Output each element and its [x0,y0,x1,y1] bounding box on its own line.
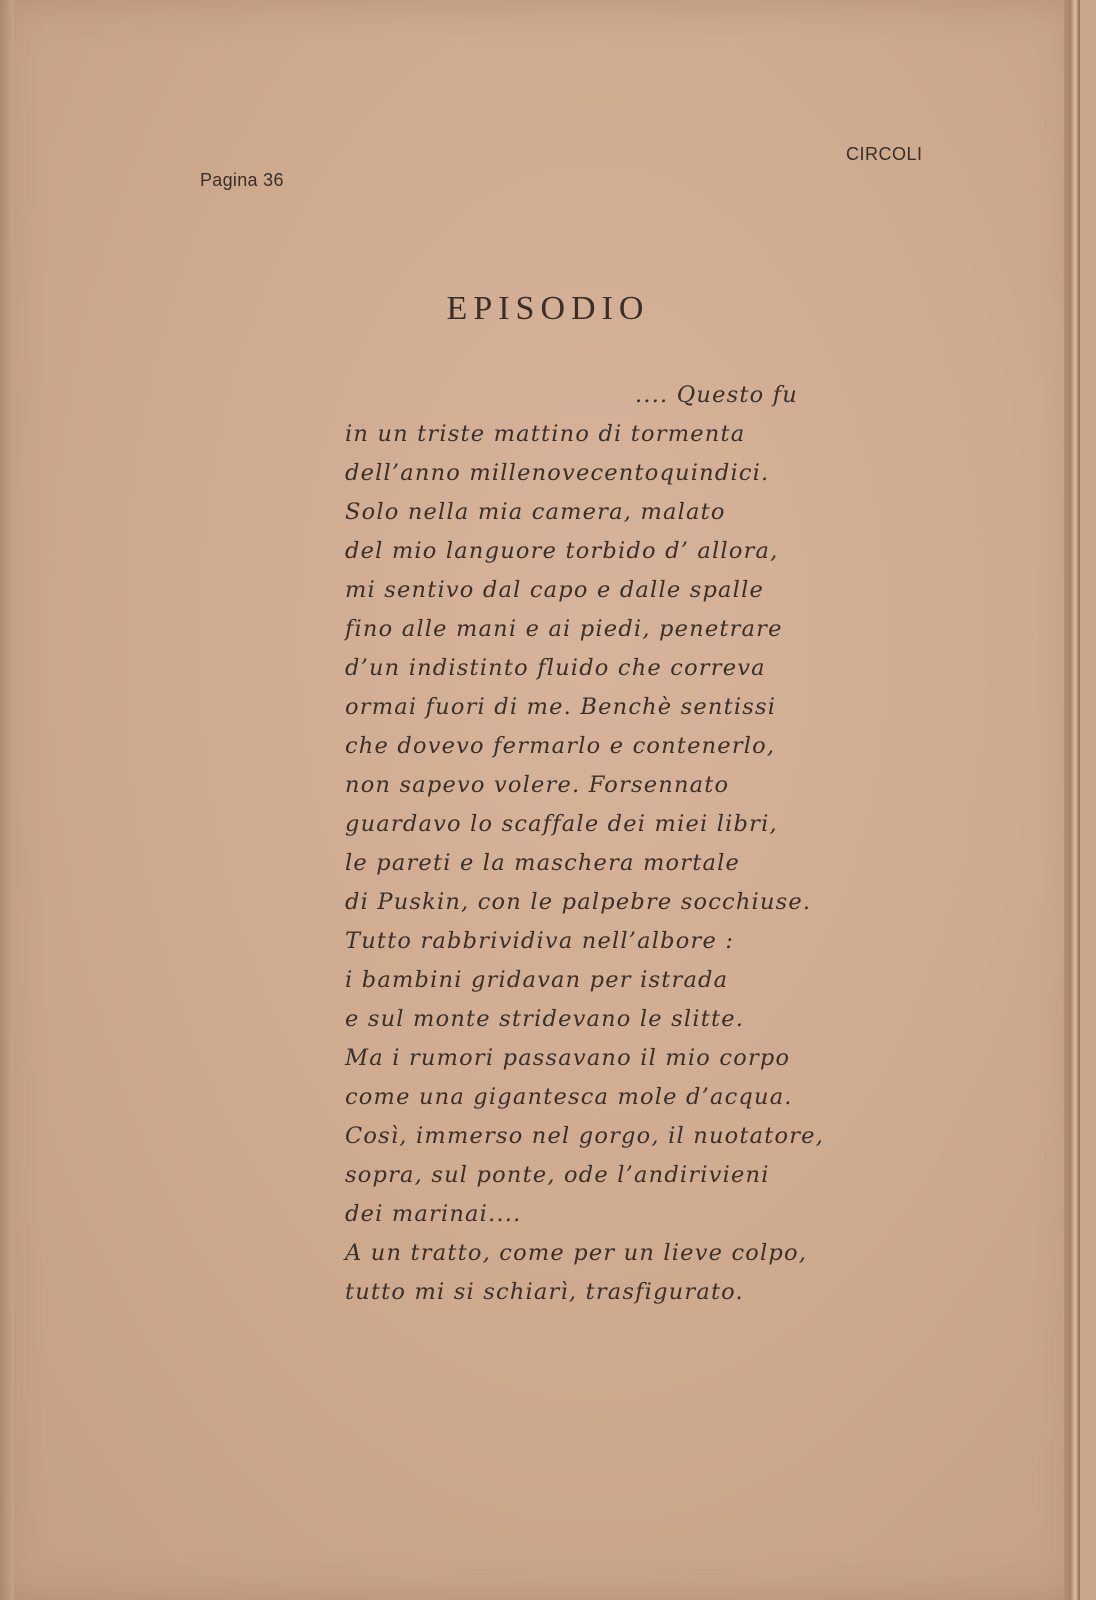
verse-line: di Puskin, con le palpebre socchiuse. [345,889,812,915]
verse-line: A un tratto, come per un lieve colpo, [345,1240,808,1266]
poem-body [345,376,865,1312]
verse-line: i bambini gridavan per istrada [345,967,729,993]
verse-line: mi sentivo dal capo e dalle spalle [345,577,764,603]
verse-line: .... Questo fu [635,382,798,408]
verse-line: come una gigantesca mole d’acqua. [345,1084,793,1110]
verse-line: dell’anno millenovecentoquindici. [345,460,770,486]
verse-line: Ma i rumori passavano il mio corpo [345,1045,791,1071]
verse-line: guardavo lo scaffale dei miei libri, [345,811,778,837]
verse-line: le pareti e la maschera mortale [345,850,741,876]
verse-line: non sapevo volere. Forsennato [345,772,730,798]
verse-line: Solo nella mia camera, malato [345,499,726,525]
verse-line: e sul monte stridevano le slitte. [345,1006,745,1032]
verse-line: Così, immerso nel gorgo, il nuotatore, [345,1123,825,1149]
poem-title: EPISODIO [446,290,650,327]
verse-line: dei marinai.... [345,1201,522,1227]
page-left-edge [0,0,14,1600]
verse-line: in un triste mattino di tormenta [345,421,746,447]
running-header: CIRCOLI [846,144,923,164]
verse-line: Tutto rabbrividiva nell’albore : [345,928,735,954]
page-right-edge [1064,0,1080,1600]
verse-line: del mio languore torbido d’ allora, [345,538,779,564]
verse-line: tutto mi si schiarì, trasfigurato. [345,1279,744,1305]
verse-line: che dovevo fermarlo e contenerlo, [345,733,776,759]
verse-line: ormai fuori di me. Benchè sentissi [345,694,777,720]
verse-line: sopra, sul ponte, ode l’andirivieni [345,1162,770,1188]
verse-line: fino alle mani e ai piedi, penetrare [345,616,783,642]
verse-line: d’un indistinto fluido che correva [345,655,766,681]
page-number: Pagina 36 [200,170,284,190]
